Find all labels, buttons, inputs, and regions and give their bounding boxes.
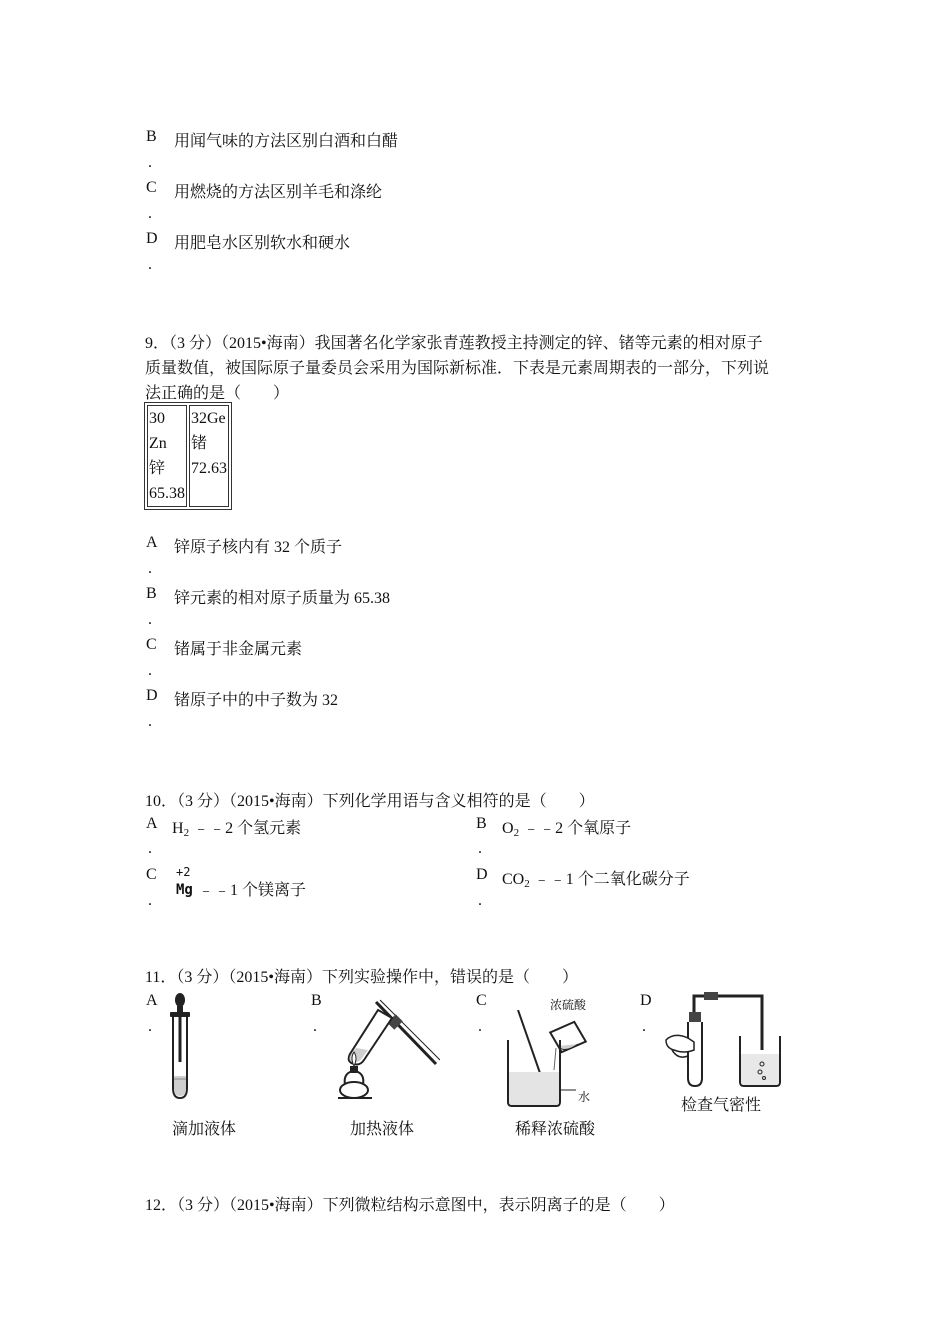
formula: CO <box>502 871 525 888</box>
option-text: 用肥皂水区别软水和硬水 <box>174 235 351 252</box>
option-dot: . <box>148 611 152 628</box>
dilution-illustration <box>500 1010 596 1110</box>
q9-stem-line1: 9．（3 分）（2015•海南）我国著名化学家张青莲教授主持测定的锌、锗等元素的相对原子 <box>145 335 763 352</box>
acid-label: 浓硫酸 <box>550 998 587 1012</box>
q12-stem: 12．（3 分）（2015•海南）下列微粒结构示意图中，表示阴离子的是（ ） <box>145 1197 675 1214</box>
option-letter: C <box>146 179 157 196</box>
option-dot: . <box>148 713 152 730</box>
option-dot: . <box>478 1018 482 1035</box>
option-letter: B <box>476 815 487 832</box>
option-letter: A <box>146 992 158 1009</box>
option-text <box>502 866 690 890</box>
option-text: 锗原子中的中子数为 32 <box>174 692 339 709</box>
q9-stem-line2: 质量数值，被国际原子量委员会采用为国际新标准．下表是元素周期表的一部分，下列说 <box>145 360 770 377</box>
option-letter: A <box>146 815 158 832</box>
option-letter: D <box>146 230 158 247</box>
q11-stem: 11．（3 分）（2015•海南）下列实验操作中，错误的是（ ） <box>145 969 579 986</box>
option-letter: B <box>311 992 322 1009</box>
option-dot: . <box>148 560 152 577</box>
caption: 稀释浓硫酸 <box>515 1121 596 1138</box>
germanium-mass: 72.63 <box>191 460 227 477</box>
option-letter: B <box>146 128 157 145</box>
option-letter: C <box>146 866 157 883</box>
water-label: 水 <box>578 1090 591 1104</box>
charge-label: +2 <box>176 865 191 879</box>
q10-stem: 10．（3 分）（2015•海南）下列化学用语与含义相符的是（ ） <box>145 793 595 810</box>
option-text: 锌元素的相对原子质量为 65.38 <box>174 590 391 607</box>
option-dot: . <box>148 840 152 857</box>
caption: 检查气密性 <box>681 1097 762 1114</box>
zinc-mass: 65.38 <box>149 485 185 502</box>
formula: H <box>172 820 184 837</box>
option-text: 锗属于非金属元素 <box>174 641 303 658</box>
cell-zinc <box>147 405 187 507</box>
option-letter: C <box>476 992 487 1009</box>
option-letter: B <box>146 585 157 602</box>
meaning: ﹣﹣1 个镁离子 <box>198 882 307 899</box>
option-dot: . <box>148 256 152 273</box>
airtightness-check-illustration <box>664 990 784 1090</box>
caption: 加热液体 <box>350 1121 415 1138</box>
subscript: 2 <box>183 827 190 839</box>
option-dot: . <box>148 1018 152 1035</box>
option-letter: D <box>640 992 652 1009</box>
q9-stem-line3: 法正确的是（ ） <box>145 385 290 402</box>
subscript: 2 <box>513 827 520 839</box>
zinc-symbol: Zn <box>149 435 167 452</box>
option-dot: . <box>148 662 152 679</box>
option-text: 用闻气味的方法区别白酒和白醋 <box>174 133 399 150</box>
option-dot: . <box>313 1018 317 1035</box>
germanium-name: 锗 <box>191 435 208 452</box>
option-letter: D <box>476 866 488 883</box>
formula: O <box>502 820 514 837</box>
cell-germanium <box>189 405 229 507</box>
option-text: 用燃烧的方法区别羊毛和涤纶 <box>174 184 383 201</box>
option-dot: . <box>148 154 152 171</box>
zinc-number: 30 <box>149 410 165 427</box>
caption: 滴加液体 <box>172 1121 237 1138</box>
option-dot: . <box>478 892 482 909</box>
option-dot: . <box>148 892 152 909</box>
germanium-number-symbol: 32Ge <box>191 410 226 427</box>
meaning: ﹣﹣2 个氧原子 <box>523 820 632 837</box>
subscript: 2 <box>524 878 530 890</box>
dropper-test-tube-illustration <box>160 992 200 1104</box>
option-text <box>502 815 631 839</box>
zinc-name: 锌 <box>149 460 166 477</box>
option-dot: . <box>478 840 482 857</box>
meaning: ﹣﹣1 个二氧化碳分子 <box>533 871 690 888</box>
option-letter: D <box>146 687 158 704</box>
option-dot: . <box>642 1018 646 1035</box>
option-text: 锌原子核内有 32 个质子 <box>174 539 343 556</box>
meaning: ﹣﹣2 个氢元素 <box>193 820 302 837</box>
option-letter: A <box>146 534 158 551</box>
periodic-table-fragment <box>144 402 232 510</box>
option-dot: . <box>148 205 152 222</box>
option-text <box>172 815 301 839</box>
ion-symbol: Mg <box>176 882 193 898</box>
option-letter: C <box>146 636 157 653</box>
heating-liquid-illustration <box>328 998 440 1106</box>
